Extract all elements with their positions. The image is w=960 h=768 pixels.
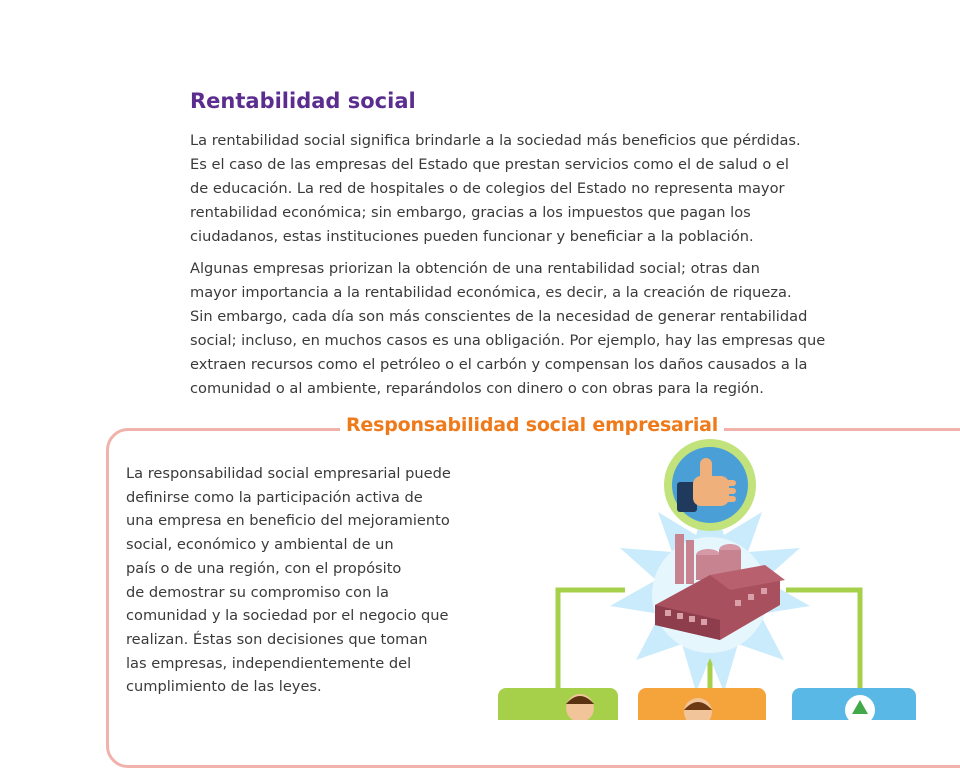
text-line: realizan. Éstas son decisiones que toman <box>126 630 428 648</box>
text-line: Sin embargo, cada día son más conscientes de la necesidad de generar rentabilidad <box>190 308 808 325</box>
card-society <box>638 688 766 720</box>
text-line: comunidad y la sociedad por el negocio que <box>126 607 449 625</box>
rse-title: Responsabilidad social empresarial <box>346 414 719 436</box>
text-line: Algunas empresas priorizan la obtención de una rentabilidad social; otras dan <box>190 260 760 277</box>
thumbs-up-icon <box>664 439 756 531</box>
text-line: social; incluso, en muchos casos es una obligación. Por ejemplo, hay las empresas que <box>190 332 826 349</box>
rse-paragraph <box>126 462 486 699</box>
text-line: las empresas, independientemente del <box>126 654 412 672</box>
text-line: Es el caso de las empresas del Estado que prestan servicios como el de salud o el <box>190 156 789 173</box>
text-line: social, económico y ambiental de un <box>126 536 394 554</box>
factory-illustration <box>480 430 960 720</box>
section-title: Rentabilidad social <box>190 89 416 113</box>
text-line: rentabilidad económica; sin embargo, gracias a los impuestos que pagan los <box>190 204 751 221</box>
text-line: de demostrar su compromiso con la <box>126 583 389 601</box>
text-line: La responsabilidad social empresarial puede <box>126 465 451 482</box>
text-line: de educación. La red de hospitales o de colegios del Estado no representa mayor <box>190 180 785 197</box>
card-environment <box>792 688 916 720</box>
text-line: comunidad o al ambiente, reparándolos con dinero o con obras para la región. <box>190 380 764 397</box>
text-line: La rentabilidad social significa brindarle a la sociedad más beneficios que pérdidas. <box>190 132 801 149</box>
card-community <box>498 688 618 720</box>
text-line: una empresa en beneficio del mejoramiento <box>126 512 450 530</box>
paragraph-empresas <box>190 257 890 401</box>
text-line: definirse como la participación activa de <box>126 488 423 506</box>
text-line: cumplimiento de las leyes. <box>126 678 322 696</box>
text-line: mayor importancia a la rentabilidad económica, es decir, a la creación de riqueza. <box>190 284 792 301</box>
text-line: ciudadanos, estas instituciones pueden funcionar y beneficiar a la población. <box>190 228 754 245</box>
text-line: extraen recursos como el petróleo o el carbón y compensan los daños causados a la <box>190 356 808 373</box>
text-line: país o de una región, con el propósito <box>126 559 402 577</box>
paragraph-rentabilidad-social <box>190 129 890 249</box>
